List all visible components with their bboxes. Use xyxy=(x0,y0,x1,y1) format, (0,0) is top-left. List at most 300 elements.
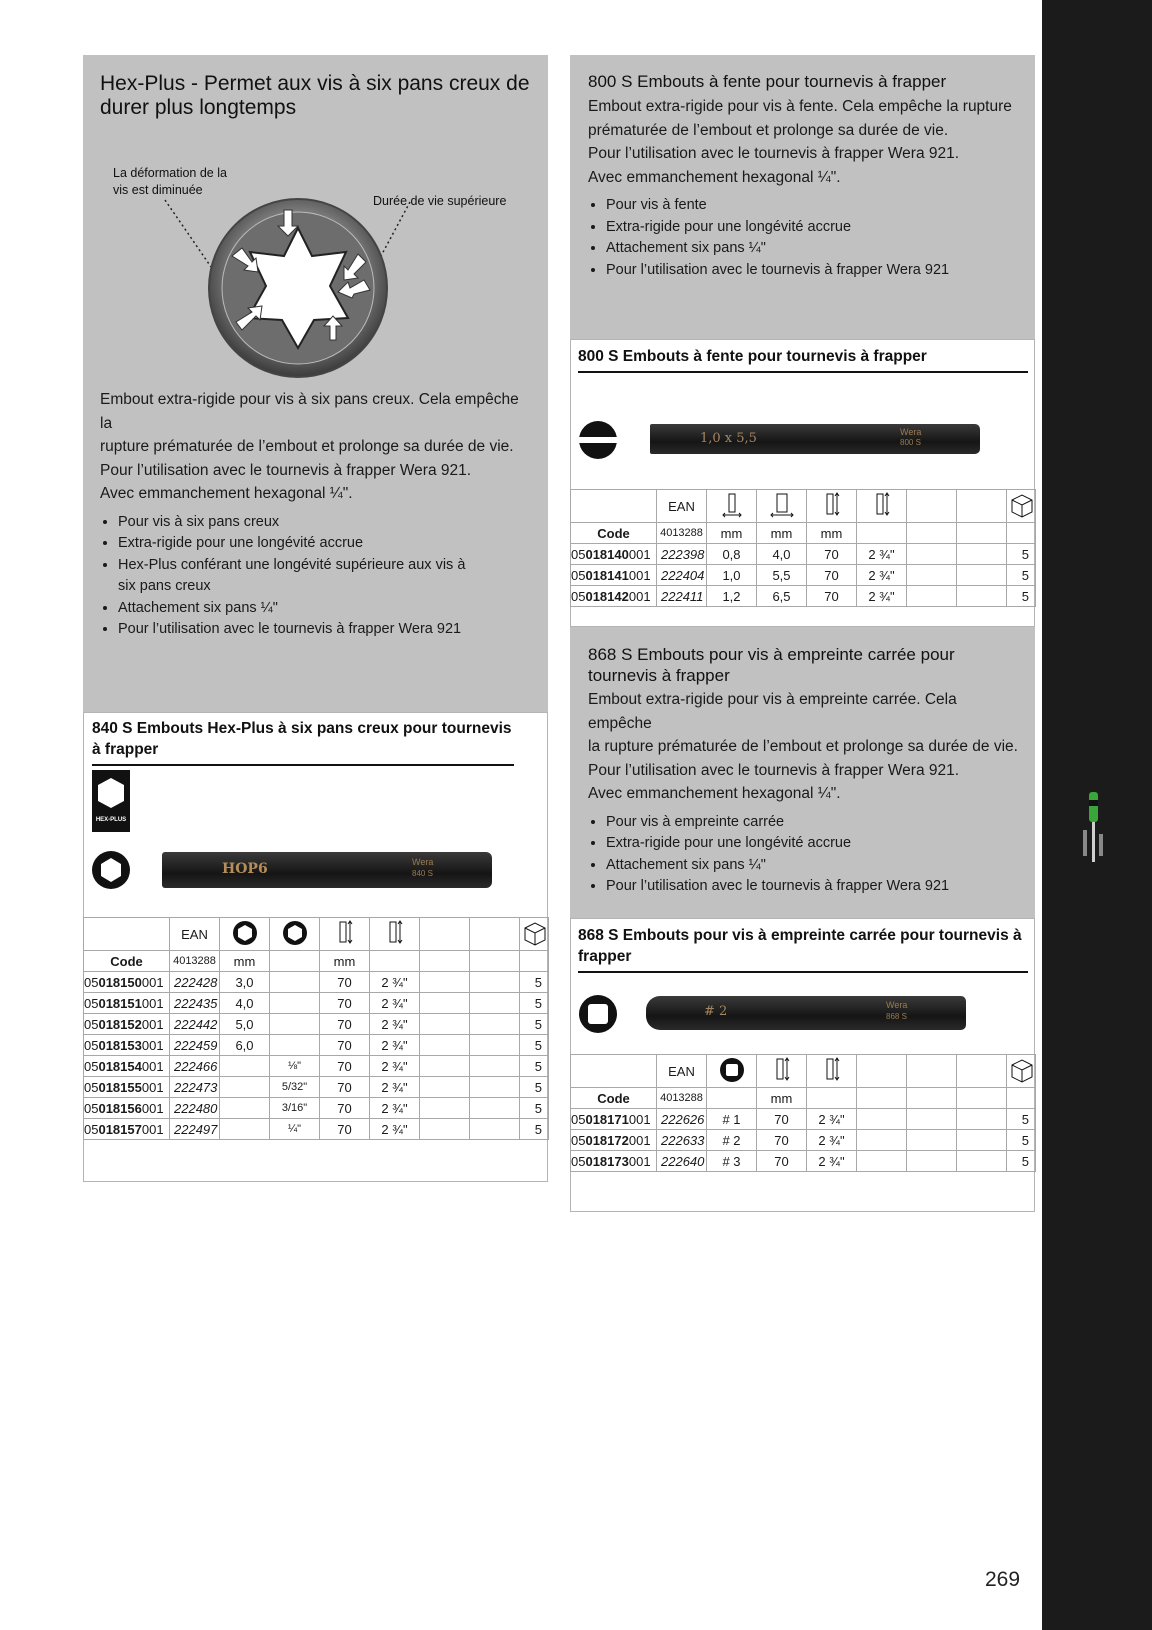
ean-prefix: 4013288 xyxy=(657,523,707,544)
hexplus-title xyxy=(100,72,530,120)
empty-cell xyxy=(470,951,520,972)
ean: 222626 xyxy=(657,1109,707,1130)
square-drive-icon xyxy=(578,994,618,1034)
empty-cell xyxy=(957,586,1007,607)
hexplus-desc-line: Embout extra-rigide pour vis à six pans creux. Cela empêche la xyxy=(100,391,519,432)
pack-qty: 5 xyxy=(520,972,549,993)
code-main: 018156 xyxy=(98,1100,142,1116)
square-size: # 1 xyxy=(707,1109,757,1130)
hexplus-desc-line: Pour l’utilisation avec le tournevis à frapper Wera 921. xyxy=(100,461,472,479)
code-prefix: 05 xyxy=(84,1100,99,1116)
s800-desc-line: Pour l’utilisation avec le tournevis à frapper Wera 921. xyxy=(588,145,960,162)
table-row xyxy=(571,1151,1036,1172)
table-row xyxy=(84,1056,549,1077)
code-prefix: 05 xyxy=(84,974,99,990)
ean: 222428 xyxy=(170,972,220,993)
blade-thickness: 1,2 xyxy=(707,586,757,607)
empty-cell xyxy=(907,1151,957,1172)
hex-socket-diagram xyxy=(160,190,420,380)
s868-bullets xyxy=(588,812,1018,898)
empty-cell xyxy=(270,951,320,972)
size-inch xyxy=(270,993,320,1014)
length: 70 xyxy=(320,1077,370,1098)
ean: 222459 xyxy=(170,1035,220,1056)
s840-header-units xyxy=(84,951,549,972)
empty-cell xyxy=(907,586,957,607)
pack-qty: 5 xyxy=(1007,1109,1036,1130)
s800-header-units xyxy=(571,523,1036,544)
empty-cell xyxy=(420,1056,470,1077)
empty-cell xyxy=(857,1151,907,1172)
length-inch: 2 ¾" xyxy=(370,993,420,1014)
code-suffix: 001 xyxy=(628,1132,651,1148)
code-suffix: 001 xyxy=(141,1058,164,1074)
hexplus-desc-line: Avec emmanchement hexagonal ¼". xyxy=(100,485,353,502)
length-inch-icon xyxy=(857,490,907,523)
s868-desc-line: Embout extra-rigide pour vis à empreinte carrée. Cela empêche xyxy=(588,691,957,732)
package-icon xyxy=(1007,490,1036,523)
code-suffix: 001 xyxy=(141,974,164,990)
article-code xyxy=(571,586,657,607)
empty-cell xyxy=(571,490,657,523)
length-inch: 2 ¾" xyxy=(807,1130,857,1151)
empty-cell xyxy=(957,1130,1007,1151)
blade-thickness-icon xyxy=(707,490,757,523)
article-code xyxy=(571,544,657,565)
code-prefix: 05 xyxy=(84,1079,99,1095)
code-header: Code xyxy=(84,951,170,972)
table-row xyxy=(84,993,549,1014)
size-mm: 5,0 xyxy=(220,1014,270,1035)
article-code xyxy=(571,1151,657,1172)
size-mm xyxy=(220,1056,270,1077)
length-inch: 2 ¾" xyxy=(857,565,907,586)
empty-cell xyxy=(957,1088,1007,1109)
code-main: 018153 xyxy=(98,1037,142,1053)
code-suffix: 001 xyxy=(628,546,651,562)
table-row xyxy=(84,1119,549,1140)
empty-cell xyxy=(520,951,549,972)
callout-longevity: Durée de vie supérieure xyxy=(373,194,507,208)
hex-inch-icon xyxy=(270,918,320,951)
empty-cell xyxy=(420,1035,470,1056)
s800-table-title xyxy=(578,346,1028,373)
length: 70 xyxy=(320,1119,370,1140)
length: 70 xyxy=(320,1056,370,1077)
s868-desc-line: la rupture prématurée de l’embout et prolonge sa durée de vie. xyxy=(588,738,1018,755)
slotted-icon xyxy=(578,420,618,460)
code-prefix: 05 xyxy=(84,995,99,1011)
unit-mm: mm xyxy=(220,951,270,972)
ean: 222480 xyxy=(170,1098,220,1119)
hexplus-bullets xyxy=(100,512,530,641)
code-suffix: 001 xyxy=(141,995,164,1011)
empty-cell xyxy=(857,1130,907,1151)
pack-qty: 5 xyxy=(520,1035,549,1056)
unit-mm: mm xyxy=(707,523,757,544)
s868-bit-brand: Wera xyxy=(886,1000,908,1010)
hex-mm-icon xyxy=(220,918,270,951)
length-inch: 2 ¾" xyxy=(370,1035,420,1056)
size-mm: 4,0 xyxy=(220,993,270,1014)
length-inch: 2 ¾" xyxy=(370,1077,420,1098)
blade-thickness: 0,8 xyxy=(707,544,757,565)
s868-bit-image xyxy=(646,996,966,1030)
pack-qty: 5 xyxy=(520,1014,549,1035)
empty-cell xyxy=(957,1109,1007,1130)
length: 70 xyxy=(757,1130,807,1151)
empty-cell xyxy=(470,972,520,993)
empty-cell xyxy=(470,1056,520,1077)
s800-bit-model: 800 S xyxy=(900,438,921,447)
s868-description xyxy=(588,688,1018,806)
pack-qty: 5 xyxy=(520,1077,549,1098)
code-main: 018154 xyxy=(98,1058,142,1074)
s800-bit-image xyxy=(650,424,980,454)
pack-qty: 5 xyxy=(520,993,549,1014)
table-row xyxy=(571,565,1036,586)
blade-thickness: 1,0 xyxy=(707,565,757,586)
empty-cell xyxy=(707,1088,757,1109)
pack-qty: 5 xyxy=(520,1119,549,1140)
empty-cell xyxy=(470,1098,520,1119)
code-main: 018152 xyxy=(98,1016,142,1032)
table-row xyxy=(84,1014,549,1035)
blade-width: 4,0 xyxy=(757,544,807,565)
empty-cell xyxy=(907,1055,957,1088)
empty-cell xyxy=(84,918,170,951)
s800-desc-line: prématurée de l’embout et prolonge sa durée de vie. xyxy=(588,121,949,139)
blade-width: 5,5 xyxy=(757,565,807,586)
ean: 222497 xyxy=(170,1119,220,1140)
length-inch: 2 ¾" xyxy=(370,1098,420,1119)
code-suffix: 001 xyxy=(141,1016,164,1032)
ean: 222640 xyxy=(657,1151,707,1172)
code-suffix: 001 xyxy=(628,567,651,583)
empty-cell xyxy=(857,1055,907,1088)
ean-header: EAN xyxy=(657,490,707,523)
empty-cell xyxy=(420,993,470,1014)
code-suffix: 001 xyxy=(141,1079,164,1095)
bullet-item: • Attachement six pans ¼" xyxy=(118,598,530,620)
s800-spec-table xyxy=(570,489,1036,607)
empty-cell xyxy=(420,1119,470,1140)
length: 70 xyxy=(757,1109,807,1130)
bullet-item: • Pour vis à fente xyxy=(606,195,1018,217)
article-code xyxy=(84,1077,170,1098)
code-main: 018141 xyxy=(585,567,629,583)
article-code xyxy=(84,993,170,1014)
empty-cell xyxy=(470,1119,520,1140)
s868-header-icons xyxy=(571,1055,1036,1088)
empty-cell xyxy=(1007,523,1036,544)
ean: 222633 xyxy=(657,1130,707,1151)
empty-cell xyxy=(420,1077,470,1098)
length: 70 xyxy=(757,1151,807,1172)
s840-title-text: 840 S Embouts Hex-Plus à six pans creux pour tournevis à frapper xyxy=(92,718,514,766)
size-inch: 5/32" xyxy=(270,1077,320,1098)
table-row xyxy=(571,544,1036,565)
bullet-item: • Pour l’utilisation avec le tournevis à frapper Wera 921 xyxy=(606,260,1018,282)
hexplus-badge-label: HEX-PLUS xyxy=(95,817,127,823)
code-prefix: 05 xyxy=(571,1132,586,1148)
ean-header: EAN xyxy=(170,918,220,951)
empty-cell xyxy=(957,1151,1007,1172)
pack-qty: 5 xyxy=(520,1098,549,1119)
bullet-item: • Extra-rigide pour une longévité accrue xyxy=(118,533,530,555)
code-prefix: 05 xyxy=(84,1037,99,1053)
s800-bit-label: 1,0 x 5,5 xyxy=(700,431,757,446)
s800-header-icons xyxy=(571,490,1036,523)
screwdriver-thumbnail xyxy=(1080,790,1106,866)
code-suffix: 001 xyxy=(628,1111,651,1127)
length-mm-icon xyxy=(320,918,370,951)
article-code xyxy=(84,1119,170,1140)
square-size: # 3 xyxy=(707,1151,757,1172)
bullet-item-continued: six pans creux xyxy=(118,578,211,594)
size-inch xyxy=(270,1014,320,1035)
ean: 222404 xyxy=(657,565,707,586)
length-inch-icon xyxy=(370,918,420,951)
bullet-item: • Extra-rigide pour une longévité accrue xyxy=(606,833,1018,855)
table-row xyxy=(571,1130,1036,1151)
empty-cell xyxy=(857,523,907,544)
ean: 222411 xyxy=(657,586,707,607)
length-inch: 2 ¾" xyxy=(857,544,907,565)
s868-desc-line: Pour l’utilisation avec le tournevis à frapper Wera 921. xyxy=(588,761,960,779)
s868-spec-table xyxy=(570,1054,1036,1172)
article-code xyxy=(84,1035,170,1056)
package-icon xyxy=(1007,1055,1036,1088)
article-code xyxy=(571,1109,657,1130)
blade-width: 6,5 xyxy=(757,586,807,607)
code-prefix: 05 xyxy=(84,1016,99,1032)
bullet-item: • Pour vis à empreinte carrée xyxy=(606,812,1018,834)
empty-cell xyxy=(470,1077,520,1098)
size-inch xyxy=(270,972,320,993)
empty-cell xyxy=(907,523,957,544)
code-prefix: 05 xyxy=(84,1058,99,1074)
ean: 222466 xyxy=(170,1056,220,1077)
code-main: 018172 xyxy=(585,1132,629,1148)
empty-cell xyxy=(420,1098,470,1119)
s800-description xyxy=(588,95,1018,189)
square-size: # 2 xyxy=(707,1130,757,1151)
code-prefix: 05 xyxy=(571,546,586,562)
s800-intro xyxy=(588,71,1018,281)
code-main: 018151 xyxy=(98,995,142,1011)
empty-cell xyxy=(1007,1088,1036,1109)
article-code xyxy=(571,565,657,586)
length-inch: 2 ¾" xyxy=(370,972,420,993)
length: 70 xyxy=(807,586,857,607)
pack-qty: 5 xyxy=(1007,565,1036,586)
length-inch: 2 ¾" xyxy=(370,1056,420,1077)
s868-desc-line: Avec emmanchement hexagonal ¼". xyxy=(588,785,841,802)
empty-cell xyxy=(907,1130,957,1151)
article-code xyxy=(84,972,170,993)
s800-table-title-text: 800 S Embouts à fente pour tournevis à frapper xyxy=(578,346,1028,373)
size-inch xyxy=(270,1035,320,1056)
s868-bit-label: # 2 xyxy=(704,1004,728,1019)
code-prefix: 05 xyxy=(571,1111,586,1127)
ean: 222442 xyxy=(170,1014,220,1035)
pack-qty: 5 xyxy=(1007,544,1036,565)
empty-cell xyxy=(957,565,1007,586)
ean-prefix: 4013288 xyxy=(170,951,220,972)
s868-title: 868 S Embouts pour vis à empreinte carrée pour tournevis à frapper xyxy=(588,645,955,685)
pack-qty: 5 xyxy=(1007,586,1036,607)
length: 70 xyxy=(320,1035,370,1056)
empty-cell xyxy=(857,1109,907,1130)
code-main: 018157 xyxy=(98,1121,142,1137)
length: 70 xyxy=(320,993,370,1014)
code-main: 018142 xyxy=(585,588,629,604)
size-mm xyxy=(220,1098,270,1119)
bullet-item: • Attachement six pans ¼" xyxy=(606,855,1018,877)
s800-desc-line: Embout extra-rigide pour vis à fente. Cela empêche la rupture xyxy=(588,98,1012,115)
hexplus-badge xyxy=(92,770,130,832)
article-code xyxy=(84,1098,170,1119)
s868-header-units xyxy=(571,1088,1036,1109)
empty-cell xyxy=(957,1055,1007,1088)
length: 70 xyxy=(320,1014,370,1035)
length-inch: 2 ¾" xyxy=(857,586,907,607)
empty-cell xyxy=(420,1014,470,1035)
unit-mm: mm xyxy=(807,523,857,544)
code-prefix: 05 xyxy=(571,588,586,604)
s868-table-title xyxy=(578,925,1028,973)
code-suffix: 001 xyxy=(141,1037,164,1053)
empty-cell xyxy=(907,490,957,523)
ean: 222435 xyxy=(170,993,220,1014)
s840-bit-brand: Wera xyxy=(412,857,434,867)
empty-cell xyxy=(370,951,420,972)
callout-deformation: La déformation de la vis est diminuée xyxy=(113,166,227,197)
code-prefix: 05 xyxy=(84,1121,99,1137)
s840-bit-model: 840 S xyxy=(412,869,433,878)
bullet-item: • Pour l’utilisation avec le tournevis à frapper Wera 921 xyxy=(118,619,530,641)
empty-cell xyxy=(957,490,1007,523)
code-main: 018155 xyxy=(98,1079,142,1095)
square-size-icon xyxy=(707,1055,757,1088)
code-prefix: 05 xyxy=(571,567,586,583)
empty-cell xyxy=(470,1014,520,1035)
empty-cell xyxy=(907,544,957,565)
ean: 222473 xyxy=(170,1077,220,1098)
article-code xyxy=(84,1014,170,1035)
pack-qty: 5 xyxy=(520,1056,549,1077)
pack-qty: 5 xyxy=(1007,1130,1036,1151)
article-code xyxy=(84,1056,170,1077)
size-inch: ⅛" xyxy=(270,1056,320,1077)
length: 70 xyxy=(320,1098,370,1119)
s868-intro xyxy=(588,644,1018,898)
empty-cell xyxy=(420,951,470,972)
unit-mm: mm xyxy=(757,1088,807,1109)
code-main: 018173 xyxy=(585,1153,629,1169)
length: 70 xyxy=(320,972,370,993)
hexplus-desc-line: rupture prématurée de l’embout et prolonge sa durée de vie. xyxy=(100,438,514,455)
empty-cell xyxy=(857,1088,907,1109)
table-row xyxy=(84,1077,549,1098)
s800-bit-brand: Wera xyxy=(900,427,922,437)
size-inch: 3/16" xyxy=(270,1098,320,1119)
table-row xyxy=(84,1098,549,1119)
s840-table-title xyxy=(92,718,514,766)
ean-prefix: 4013288 xyxy=(657,1088,707,1109)
code-header: Code xyxy=(571,1088,657,1109)
table-row xyxy=(84,972,549,993)
empty-cell xyxy=(907,565,957,586)
empty-cell xyxy=(470,918,520,951)
article-code xyxy=(571,1130,657,1151)
hex-socket-icon xyxy=(90,849,132,891)
size-mm xyxy=(220,1119,270,1140)
code-main: 018150 xyxy=(98,974,142,990)
empty-cell xyxy=(957,523,1007,544)
s840-bit-label: HOP6 xyxy=(222,861,268,877)
bullet-item: • Pour l’utilisation avec le tournevis à frapper Wera 921 xyxy=(606,876,1018,898)
bullet-item: • Hex-Plus conférant une longévité supérieure aux vis à xyxy=(118,555,530,577)
length-mm-icon xyxy=(757,1055,807,1088)
empty-cell xyxy=(957,544,1007,565)
size-mm xyxy=(220,1077,270,1098)
s840-spec-table xyxy=(83,917,549,1140)
empty-cell xyxy=(807,1088,857,1109)
length: 70 xyxy=(807,565,857,586)
s840-header-icons xyxy=(84,918,549,951)
size-mm: 3,0 xyxy=(220,972,270,993)
empty-cell xyxy=(420,918,470,951)
size-inch: ¼" xyxy=(270,1119,320,1140)
bullet-item: • Extra-rigide pour une longévité accrue xyxy=(606,217,1018,239)
empty-cell xyxy=(907,1088,957,1109)
code-suffix: 001 xyxy=(628,588,651,604)
s800-desc-line: Avec emmanchement hexagonal ¼". xyxy=(588,168,841,186)
code-suffix: 001 xyxy=(628,1153,651,1169)
ean: 222398 xyxy=(657,544,707,565)
ean-header: EAN xyxy=(657,1055,707,1088)
s840-bit-image xyxy=(162,852,492,888)
code-header: Code xyxy=(571,523,657,544)
table-row xyxy=(571,1109,1036,1130)
code-main: 018140 xyxy=(585,546,629,562)
table-row xyxy=(571,586,1036,607)
length-mm-icon xyxy=(807,490,857,523)
bullet-item: • Attachement six pans ¼" xyxy=(606,238,1018,260)
length-inch-icon xyxy=(807,1055,857,1088)
empty-cell xyxy=(907,1109,957,1130)
unit-mm: mm xyxy=(757,523,807,544)
unit-mm: mm xyxy=(320,951,370,972)
s800-title: 800 S Embouts à fente pour tournevis à frapper xyxy=(588,72,947,91)
pack-qty: 5 xyxy=(1007,1151,1036,1172)
empty-cell xyxy=(571,1055,657,1088)
s868-bit-model: 868 S xyxy=(886,1012,907,1021)
hexplus-title-text: Hex-Plus - Permet aux vis à six pans creux de durer plus longtemps xyxy=(100,72,530,119)
package-icon xyxy=(520,918,549,951)
empty-cell xyxy=(470,993,520,1014)
s800-bullets xyxy=(588,195,1018,281)
length-inch: 2 ¾" xyxy=(370,1014,420,1035)
blade-width-icon xyxy=(757,490,807,523)
empty-cell xyxy=(420,972,470,993)
size-mm: 6,0 xyxy=(220,1035,270,1056)
length-inch: 2 ¾" xyxy=(807,1151,857,1172)
length: 70 xyxy=(807,544,857,565)
code-prefix: 05 xyxy=(571,1153,586,1169)
